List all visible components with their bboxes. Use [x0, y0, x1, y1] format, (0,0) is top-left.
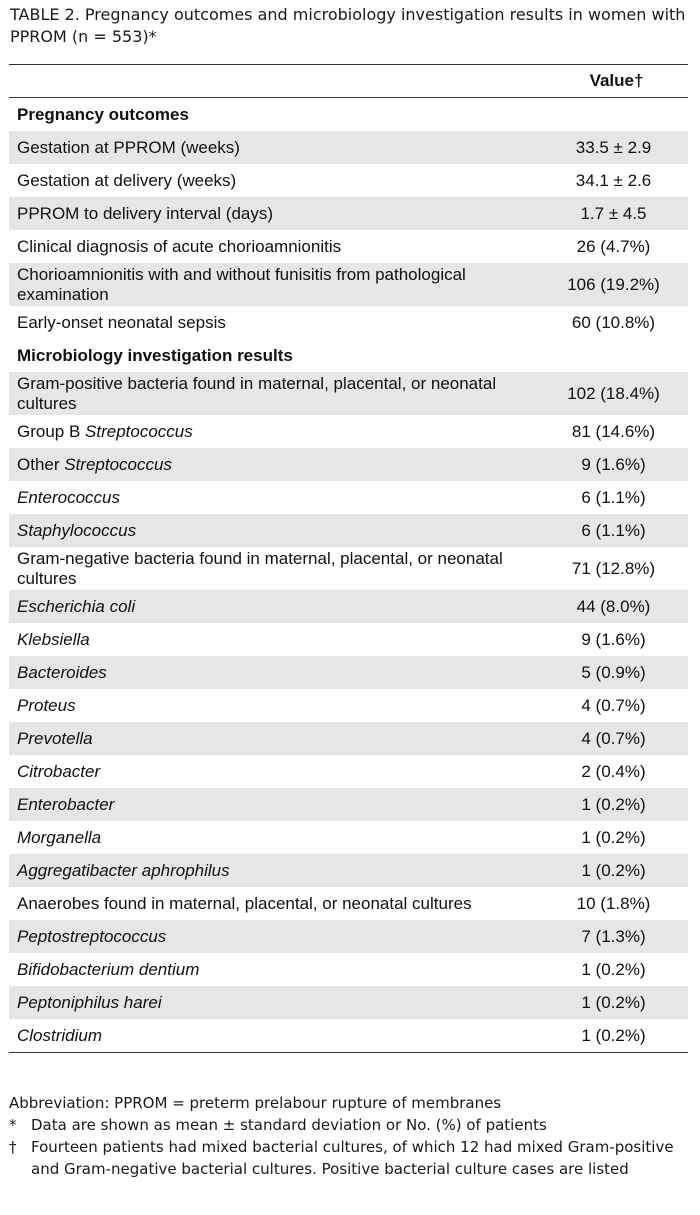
table-row [9, 164, 688, 197]
table-row [9, 953, 688, 986]
row-label [9, 481, 545, 514]
section-value-cell [545, 339, 688, 372]
section-value-cell [545, 98, 688, 132]
row-value: 6 (1.1%) [545, 514, 688, 547]
row-label [9, 821, 545, 854]
row-label-prefix: Other [17, 454, 65, 474]
row-label: Chorioamnionitis with and without funisitis from pathological examination [9, 263, 545, 306]
table-row [9, 788, 688, 821]
row-value: 1 (0.2%) [545, 788, 688, 821]
table-row [9, 887, 688, 920]
section-header-row [9, 98, 688, 132]
row-value: 102 (18.4%) [545, 372, 688, 415]
row-label [9, 986, 545, 1019]
row-value: 7 (1.3%) [545, 920, 688, 953]
table-notes [9, 1092, 691, 1180]
row-value: 71 (12.8%) [545, 547, 688, 590]
results-table [9, 65, 688, 1052]
row-label-taxon: Proteus [17, 695, 76, 715]
row-label [9, 722, 545, 755]
row-label: Gram-negative bacteria found in maternal, placental, or neonatal cultures [9, 547, 545, 590]
row-value: 4 (0.7%) [545, 722, 688, 755]
row-value: 26 (4.7%) [545, 230, 688, 263]
table-row [9, 372, 688, 415]
section-title: Pregnancy outcomes [9, 98, 545, 132]
row-value: 9 (1.6%) [545, 623, 688, 656]
footnote-1 [9, 1114, 691, 1136]
row-value: 81 (14.6%) [545, 415, 688, 448]
header-value-cell: Value† [545, 65, 688, 98]
footnote-1-text: Data are shown as mean ± standard deviation or No. (%) of patients [31, 1116, 547, 1134]
row-label-taxon: Clostridium [17, 1025, 103, 1045]
section-header-row [9, 339, 688, 372]
table-row [9, 263, 688, 306]
row-label [9, 415, 545, 448]
row-value: 60 (10.8%) [545, 306, 688, 339]
row-label [9, 590, 545, 623]
results-table-container [9, 64, 688, 1053]
row-value: 44 (8.0%) [545, 590, 688, 623]
row-label-taxon: Peptostreptococcus [17, 926, 167, 946]
footnote-1-mark: * [9, 1116, 17, 1134]
row-value: 9 (1.6%) [545, 448, 688, 481]
row-label-taxon: Enterococcus [17, 487, 120, 507]
row-label-taxon: Escherichia coli [17, 596, 136, 616]
table-row [9, 722, 688, 755]
table-row [9, 755, 688, 788]
table-row [9, 623, 688, 656]
row-label [9, 920, 545, 953]
row-value: 2 (0.4%) [545, 755, 688, 788]
row-value: 6 (1.1%) [545, 481, 688, 514]
row-value: 106 (19.2%) [545, 263, 688, 306]
row-value: 1.7 ± 4.5 [545, 197, 688, 230]
section-title: Microbiology investigation results [9, 339, 545, 372]
row-label: Anaerobes found in maternal, placental, or neonatal cultures [9, 887, 545, 920]
row-value: 10 (1.8%) [545, 887, 688, 920]
row-label-taxon: Bifidobacterium dentium [17, 959, 200, 979]
row-label [9, 755, 545, 788]
row-label-taxon: Streptococcus [85, 421, 193, 441]
row-label: Clinical diagnosis of acute chorioamnionitis [9, 230, 545, 263]
row-label [9, 448, 545, 481]
footnote-2 [9, 1136, 691, 1180]
table-row [9, 415, 688, 448]
row-label [9, 854, 545, 887]
row-label: Early-onset neonatal sepsis [9, 306, 545, 339]
row-label-taxon: Klebsiella [17, 629, 90, 649]
table-row [9, 1019, 688, 1052]
table-row [9, 656, 688, 689]
table-row [9, 448, 688, 481]
row-value: 34.1 ± 2.6 [545, 164, 688, 197]
row-label-taxon: Aggregatibacter aphrophilus [17, 860, 230, 880]
row-label-taxon: Citrobacter [17, 761, 101, 781]
row-label [9, 1019, 545, 1052]
table-row [9, 821, 688, 854]
row-value: 5 (0.9%) [545, 656, 688, 689]
table-row [9, 514, 688, 547]
table-number: TABLE 2. [10, 5, 80, 24]
row-label-taxon: Bacteroides [17, 662, 107, 682]
footnote-2-mark: † [9, 1138, 17, 1156]
row-label-taxon: Prevotella [17, 728, 93, 748]
row-value: 1 (0.2%) [545, 1019, 688, 1052]
table-body [9, 98, 688, 1053]
row-value: 1 (0.2%) [545, 986, 688, 1019]
table-header-row [9, 65, 688, 98]
table-row [9, 590, 688, 623]
row-value: 1 (0.2%) [545, 953, 688, 986]
row-label [9, 656, 545, 689]
row-label-taxon: Morganella [17, 827, 102, 847]
header-label-cell [9, 65, 545, 98]
table-caption [10, 4, 692, 48]
table-row [9, 230, 688, 263]
table-row [9, 306, 688, 339]
table-row [9, 689, 688, 722]
row-label [9, 514, 545, 547]
row-label: Gestation at PPROM (weeks) [9, 131, 545, 164]
row-label-prefix: Group B [17, 421, 86, 441]
row-label [9, 788, 545, 821]
table-row [9, 920, 688, 953]
row-label [9, 689, 545, 722]
table-row [9, 986, 688, 1019]
table-row [9, 854, 688, 887]
row-label [9, 623, 545, 656]
abbreviation-note: Abbreviation: PPROM = preterm prelabour rupture of membranes [9, 1094, 502, 1112]
row-label-taxon: Enterobacter [17, 794, 115, 814]
table-row [9, 131, 688, 164]
table-row [9, 197, 688, 230]
row-label-taxon: Staphylococcus [17, 520, 137, 540]
row-value: 4 (0.7%) [545, 689, 688, 722]
row-label-taxon: Peptoniphilus harei [17, 992, 162, 1012]
table-row [9, 481, 688, 514]
table-title: Pregnancy outcomes and microbiology investigation results in women with PPROM (n = 553)* [10, 5, 686, 46]
footnote-2-text: Fourteen patients had mixed bacterial cultures, of which 12 had mixed Gram-positive and Gram-negative bacterial cultures. Positive bacterial culture cases are listed [31, 1138, 674, 1178]
row-label: PPROM to delivery interval (days) [9, 197, 545, 230]
row-label: Gestation at delivery (weeks) [9, 164, 545, 197]
row-value: 1 (0.2%) [545, 854, 688, 887]
row-label: Gram-positive bacteria found in maternal, placental, or neonatal cultures [9, 372, 545, 415]
row-label [9, 953, 545, 986]
row-value: 33.5 ± 2.9 [545, 131, 688, 164]
row-value: 1 (0.2%) [545, 821, 688, 854]
table-row [9, 547, 688, 590]
row-label-taxon: Streptococcus [64, 454, 172, 474]
